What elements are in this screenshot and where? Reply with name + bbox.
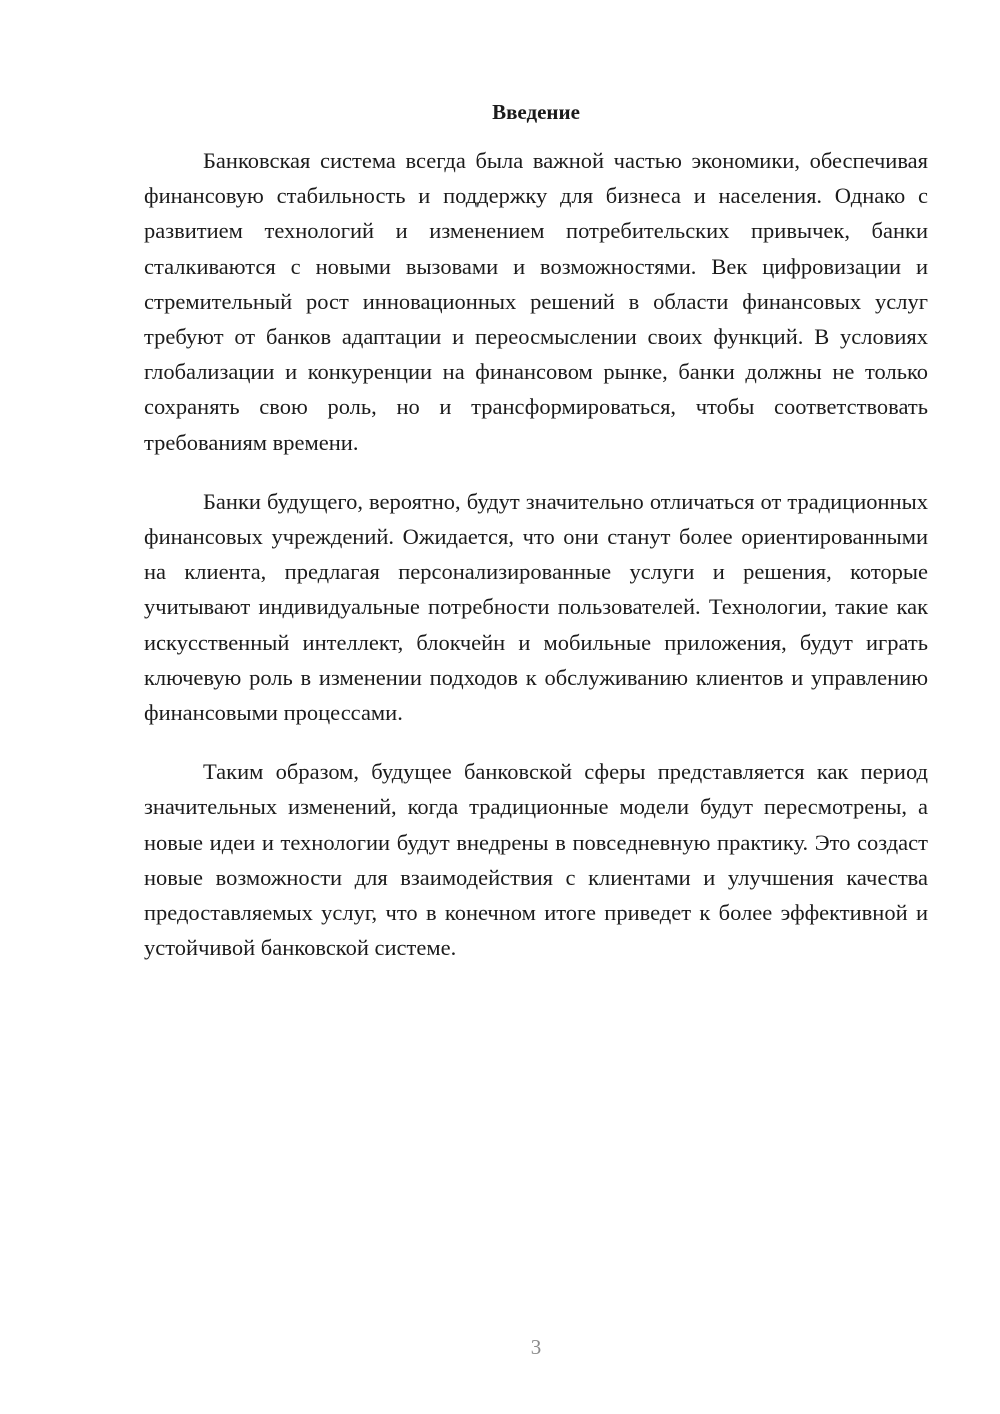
paragraph-1: Банковская система всегда была важной частью экономики, обеспечивая финансовую стабильность и поддержку для бизнеса и населения. Однако с развитием технологий и изменением потребительских привычек, банки сталкиваются с новыми вызовами и возможностями. Век цифровизации и стремительный рост инновационных решений в области финансовых услуг требуют от банков адаптации и переосмыслении своих функций. В условиях глобализации и конкуренции на финансовом рынке, банки должны не только сохранять свою роль, но и трансформироваться, чтобы соответствовать требованиям времени. [144, 148, 928, 455]
section-title: Введение [492, 100, 580, 124]
paragraph-2: Банки будущего, вероятно, будут значительно отличаться от традиционных финансовых учреждений. Ожидается, что они станут более ориентированными на клиента, предлагая персонализированные услуги и решения, которые учитывают индивидуальные потребности пользователей. Технологии, такие как искусственный интеллект, блокчейн и мобильные приложения, будут играть ключевую роль в изменении подходов к обслуживанию клиентов и управлению финансовыми процессами. [144, 488, 928, 726]
paragraph-3: Таким образом, будущее банковской сферы представляется как период значительных изменений, когда традиционные модели будут пересмотрены, а новые идеи и технологии будут внедрены в повседневную практику. Это создаст новые возможности для взаимодействия с клиентами и улучшения качества предоставляемых услуг, что в конечном итоге приведет к более эффективной и устойчивой банковской системе. [144, 759, 928, 961]
page-number: 3 [530, 1335, 542, 1359]
body-text [144, 143, 928, 989]
